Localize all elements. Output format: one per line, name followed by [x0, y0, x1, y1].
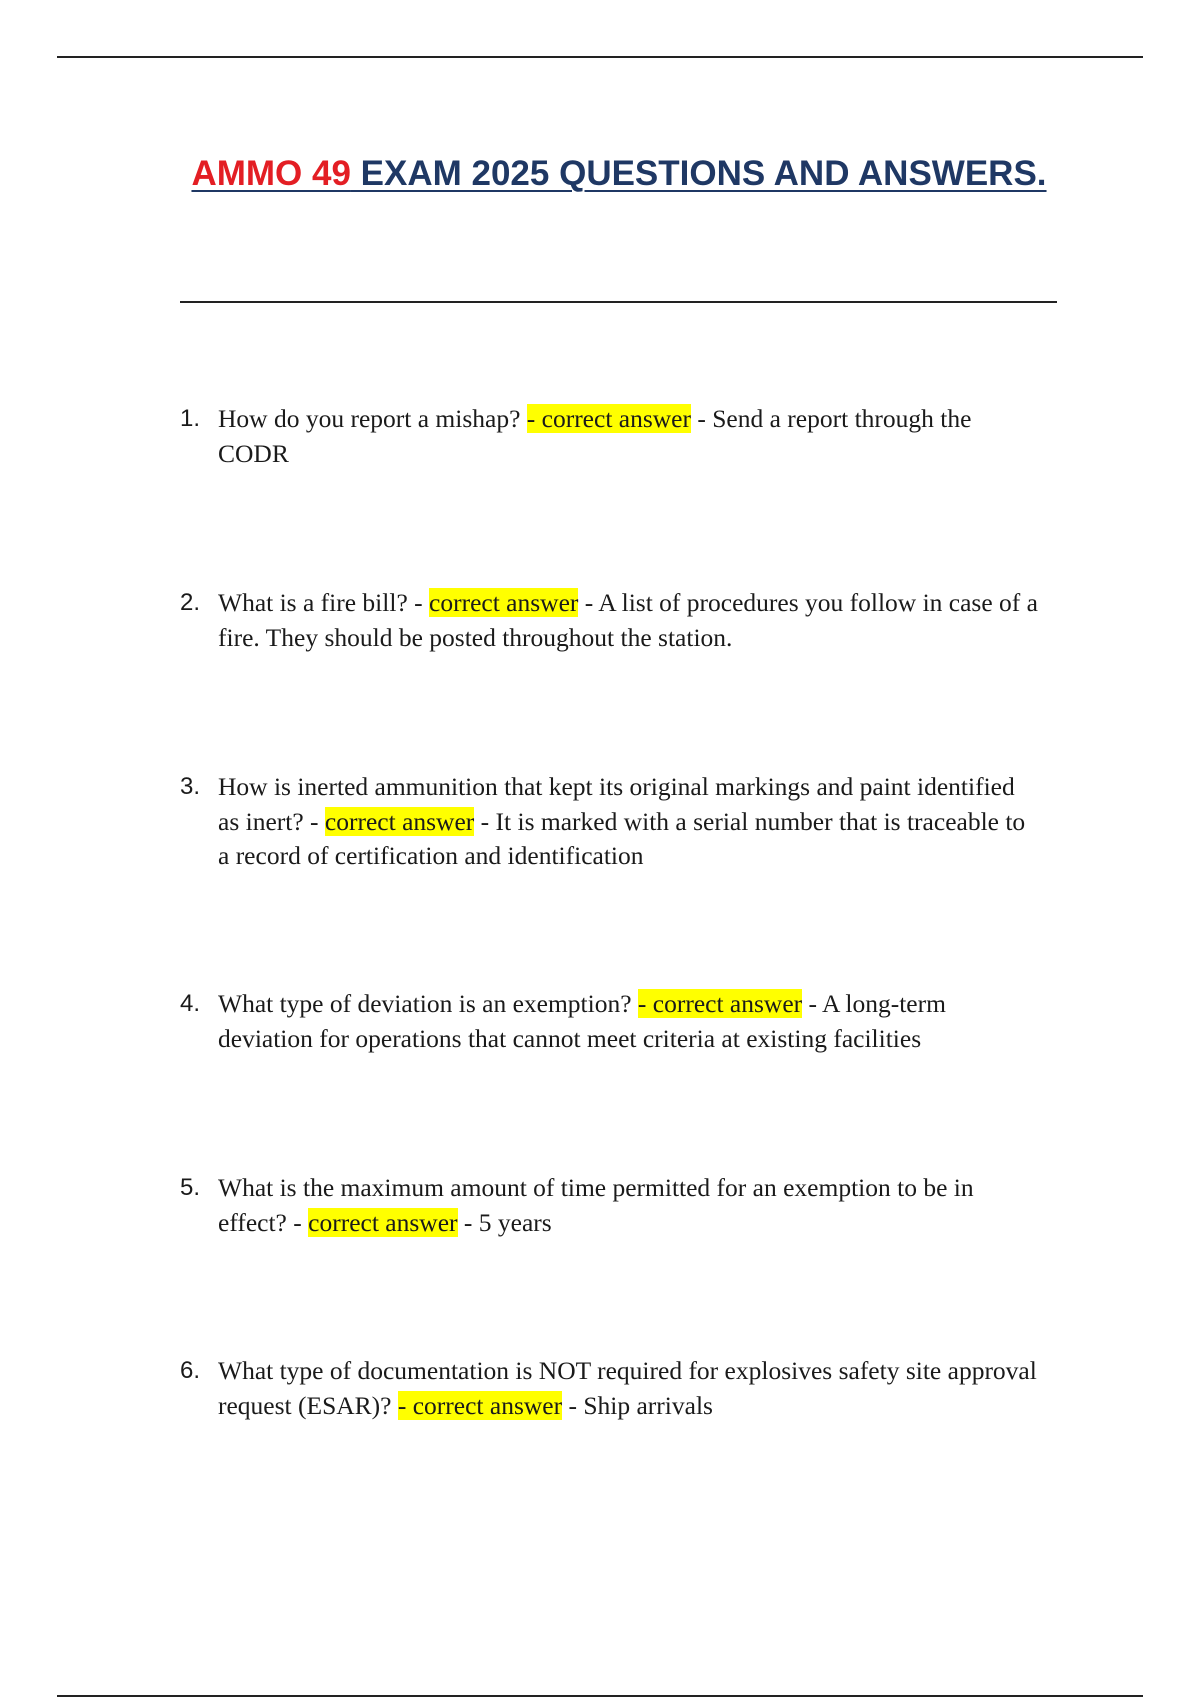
- answer-text: - A long-term deviation for operations that cannot meet criteria at existing facilities: [218, 989, 946, 1053]
- correct-answer-highlight: correct answer: [429, 588, 579, 617]
- question-number: 5.: [180, 1174, 201, 1201]
- question-prompt: What type of documentation is NOT required for explosives safety site approval request (ESAR)?: [218, 1356, 1037, 1420]
- title-accent: AMMO 49: [191, 154, 351, 193]
- question-prompt: What type of deviation is an exemption?: [218, 989, 632, 1018]
- question-text: [218, 586, 1040, 655]
- question-item-2: [180, 586, 1040, 655]
- question-text: [218, 987, 1040, 1056]
- answer-text: - It is marked with a serial number that is traceable to a record of certification and identification: [218, 806, 1026, 870]
- question-text: [218, 1171, 1040, 1240]
- separator: [520, 404, 526, 433]
- bottom-rule: [57, 1695, 1143, 1697]
- answer-text: - 5 years: [457, 1207, 552, 1237]
- question-prompt: How is inerted ammunition that kept its original markings and paint identified as inert?: [218, 772, 1015, 836]
- separator: -: [407, 588, 430, 617]
- question-item-6: [180, 1354, 1040, 1423]
- answer-text: - Send a report through the CODR: [218, 404, 972, 468]
- question-item-4: [180, 987, 1040, 1056]
- question-item-5: [180, 1171, 1040, 1240]
- question-number: 1.: [180, 405, 201, 432]
- correct-answer-highlight: correct answer: [324, 806, 475, 836]
- correct-answer-highlight: correct answer: [308, 1207, 458, 1237]
- question-number: 6.: [180, 1357, 201, 1384]
- question-number: 2.: [180, 589, 201, 616]
- answer-text: - Ship arrivals: [562, 1390, 713, 1420]
- separator: -: [286, 1207, 309, 1237]
- question-prompt: What is the maximum amount of time permitted for an exemption to be in effect?: [218, 1173, 974, 1237]
- correct-answer-highlight: - correct answer: [397, 1390, 563, 1420]
- question-prompt: What is a fire bill?: [218, 588, 408, 617]
- correct-answer-highlight: - correct answer: [526, 404, 691, 433]
- question-text: [218, 770, 1040, 874]
- question-text: [218, 1354, 1040, 1423]
- question-item-1: [180, 402, 1040, 471]
- separator: -: [303, 806, 325, 836]
- separator: [632, 989, 638, 1018]
- question-item-3: [180, 770, 1040, 874]
- correct-answer-highlight: - correct answer: [637, 989, 803, 1018]
- title-main: EXAM 2025 QUESTIONS AND ANSWERS.: [350, 154, 1047, 193]
- question-number: 4.: [180, 990, 201, 1017]
- answer-text: - A list of procedures you follow in case of a fire. They should be posted throughout the station.: [218, 588, 1038, 652]
- question-prompt: How do you report a mishap?: [218, 404, 521, 433]
- question-number: 3.: [180, 773, 201, 800]
- separator: [392, 1391, 398, 1420]
- question-text: [218, 402, 1040, 471]
